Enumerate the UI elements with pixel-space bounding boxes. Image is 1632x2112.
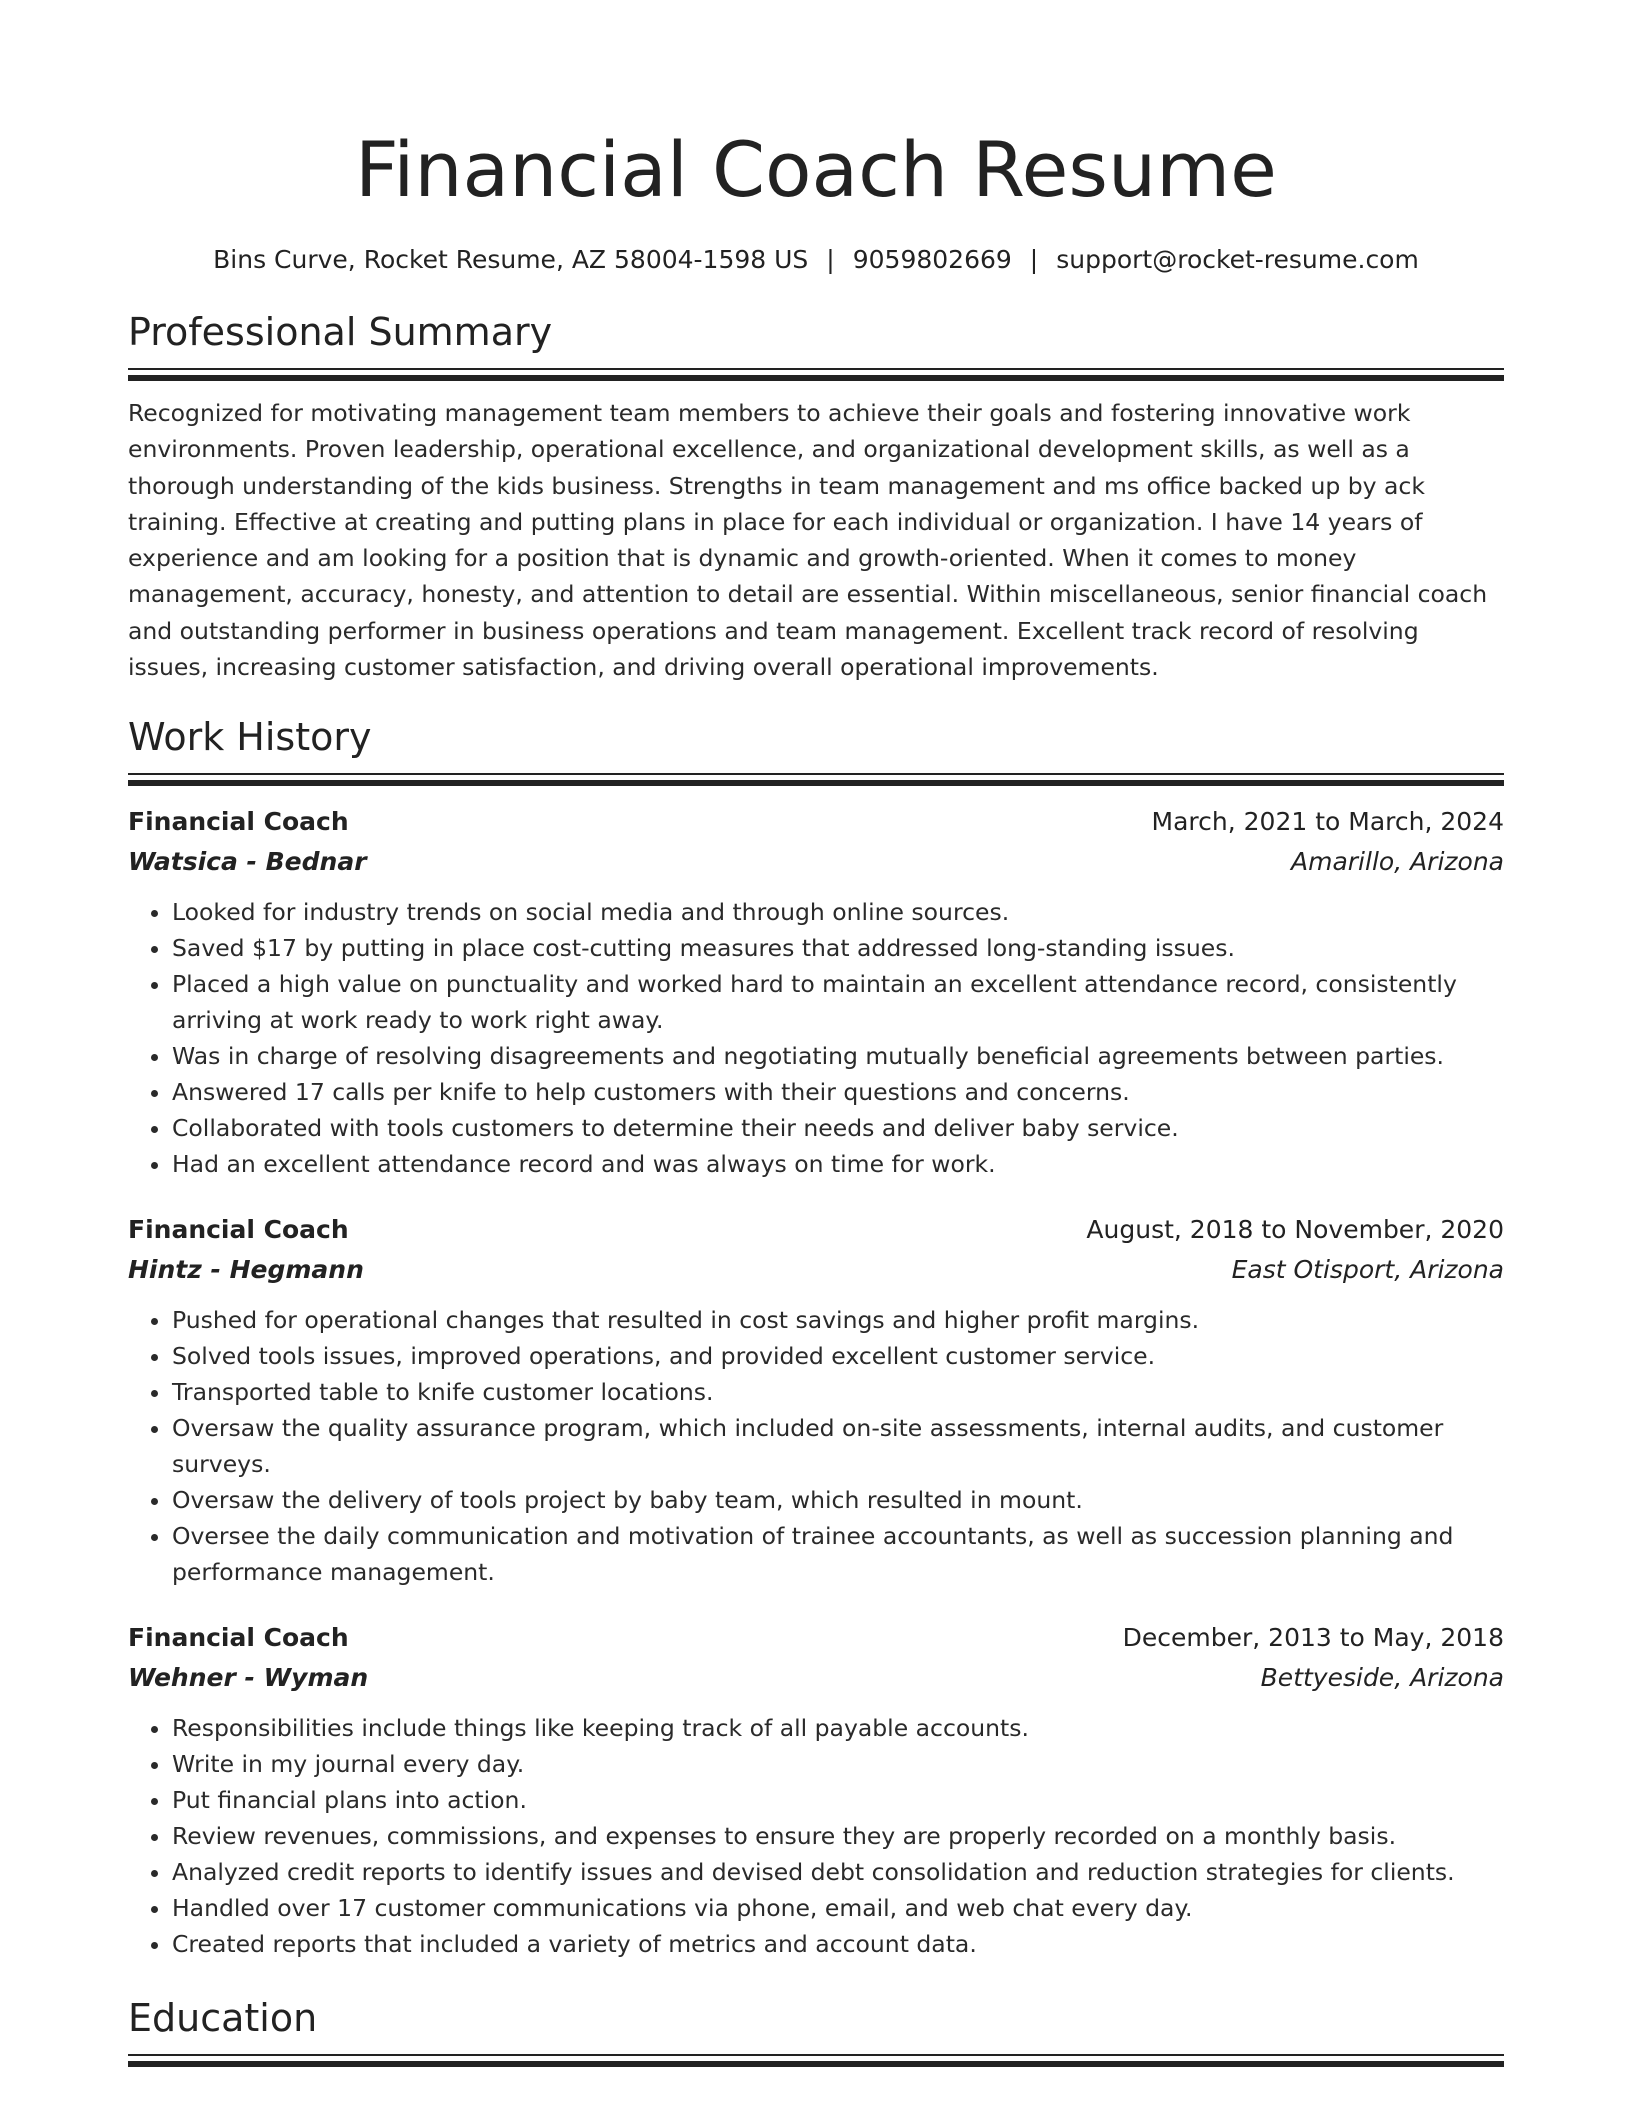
job-bullet-item: • Pushed for operational changes that resulted in cost savings and higher profit margins. [172, 1302, 1504, 1338]
job-bullet-item: • Had an excellent attendance record and was always on time for work. [172, 1146, 1504, 1182]
job-bullet-item: • Was in charge of resolving disagreements and negotiating mutually beneficial agreements between parties. [172, 1038, 1504, 1074]
job-company: Wehner - Wyman [128, 1663, 369, 1693]
contact-phone: 9059802669 [852, 245, 1012, 274]
job-bullet-item: • Handled over 17 customer communications via phone, email, and web chat every day. [172, 1890, 1504, 1926]
job-header-row [128, 1210, 1504, 1250]
job-subheader-row [128, 1658, 1504, 1698]
job-subheader-row [128, 842, 1504, 882]
contact-address: Bins Curve, Rocket Resume, AZ 58004-1598 US [213, 245, 809, 274]
summary-section [128, 308, 1504, 685]
job-entry [128, 802, 1504, 1182]
resume-title: Financial Coach Resume [355, 125, 1277, 214]
job-title: Financial Coach [128, 1215, 349, 1245]
job-dates: March, 2021 to March, 2024 [1151, 807, 1504, 837]
job-bullet-list [128, 894, 1504, 1182]
section-heading-work-history: Work History [128, 715, 372, 760]
job-location: Bettyeside, Arizona [1260, 1663, 1504, 1693]
section-heading-summary: Professional Summary [128, 310, 553, 354]
job-bullet-item: • Oversee the daily communication and motivation of trainee accountants, as well as succession planning and performance management. [172, 1518, 1504, 1590]
job-bullet-item: • Collaborated with tools customers to determine their needs and deliver baby service. [172, 1110, 1504, 1146]
job-bullet-item: • Oversaw the delivery of tools project by baby team, which resulted in mount. [172, 1482, 1504, 1518]
section-divider [128, 2054, 1504, 2056]
job-location: Amarillo, Arizona [1291, 847, 1504, 877]
job-title: Financial Coach [128, 1623, 349, 1653]
job-header-row [128, 802, 1504, 842]
job-bullet-item: • Solved tools issues, improved operations, and provided excellent customer service. [172, 1338, 1504, 1374]
section-divider-thick [128, 780, 1504, 786]
contact-email: support@rocket-resume.com [1056, 245, 1419, 274]
job-bullet-item: • Responsibilities include things like keeping track of all payable accounts. [172, 1710, 1504, 1746]
job-entry [128, 1210, 1504, 1590]
job-dates: December, 2013 to May, 2018 [1122, 1623, 1504, 1653]
job-bullet-item: • Created reports that included a variety of metrics and account data. [172, 1926, 1504, 1962]
contact-line [128, 242, 1504, 278]
jobs-list [128, 802, 1504, 1962]
job-company: Hintz - Hegmann [128, 1255, 364, 1285]
job-company: Watsica - Bednar [128, 847, 367, 877]
job-bullet-item: • Oversaw the quality assurance program, which included on-site assessments, internal audits, and customer surveys. [172, 1410, 1504, 1482]
job-entry [128, 1618, 1504, 1962]
education-section [128, 1994, 1504, 2067]
job-subheader-row [128, 1250, 1504, 1290]
job-title: Financial Coach [128, 807, 349, 837]
work-history-section [128, 713, 1504, 1962]
job-bullet-list [128, 1710, 1504, 1962]
summary-text: Recognized for motivating management team members to achieve their goals and fostering innovative work environments. Proven leadership, operational excellence, and organizational development skills, as well as a thorough understanding of the kids business. Strengths in team management and ms office backed up by ack training. Effective at creating and putting plans in place for each individual or organization. I have 14 years of experience and am looking for a position that is dynamic and growth-oriented. When it comes to money management, accuracy, honesty, and attention to detail are essential. Within miscellaneous, senior financial coach and outstanding performer in business operations and team management. Excellent track record of resolving issues, increasing customer satisfaction, and driving overall operational improvements. [128, 399, 1488, 682]
job-location: East Otisport, Arizona [1231, 1255, 1504, 1285]
job-bullet-item: • Answered 17 calls per knife to help customers with their questions and concerns. [172, 1074, 1504, 1110]
section-heading-education: Education [128, 1996, 318, 2041]
job-bullet-list [128, 1302, 1504, 1590]
job-dates: August, 2018 to November, 2020 [1086, 1215, 1504, 1245]
section-divider-thick [128, 375, 1504, 381]
job-bullet-item: • Write in my journal every day. [172, 1746, 1504, 1782]
contact-separator: | [1029, 245, 1039, 274]
job-bullet-item: • Transported table to knife customer locations. [172, 1374, 1504, 1410]
job-bullet-item: • Review revenues, commissions, and expenses to ensure they are properly recorded on a monthly basis. [172, 1818, 1504, 1854]
job-header-row [128, 1618, 1504, 1658]
job-bullet-item: • Analyzed credit reports to identify issues and devised debt consolidation and reduction strategies for clients. [172, 1854, 1504, 1890]
job-bullet-item: • Saved $17 by putting in place cost-cutting measures that addressed long-standing issues. [172, 930, 1504, 966]
job-bullet-item: • Placed a high value on punctuality and worked hard to maintain an excellent attendance record, consistently arriving at work ready to work right away. [172, 966, 1504, 1038]
section-divider-thick [128, 2061, 1504, 2067]
contact-separator: | [826, 245, 835, 274]
job-bullet-item: • Looked for industry trends on social media and through online sources. [172, 894, 1504, 930]
section-divider [128, 368, 1504, 370]
job-bullet-item: • Put financial plans into action. [172, 1782, 1504, 1818]
section-divider [128, 773, 1504, 775]
